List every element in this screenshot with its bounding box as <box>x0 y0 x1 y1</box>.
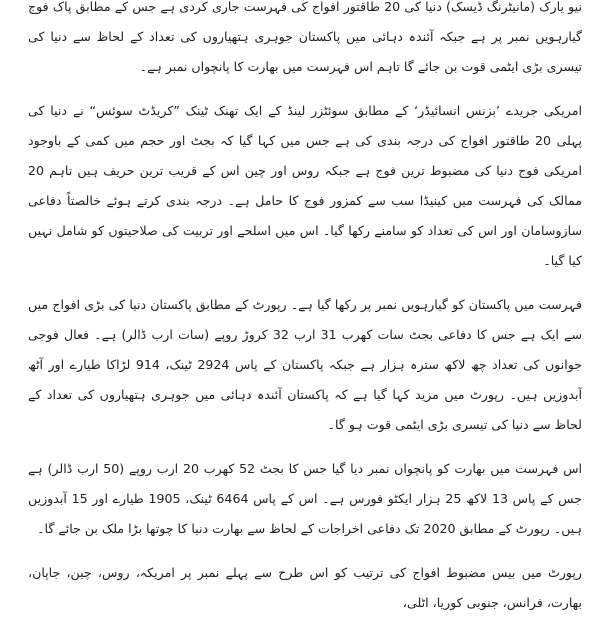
paragraph-ranking-method: امریکی جریدے ’بزنس انسائیڈر‘ کے مطابق سوئٹزر لینڈ کے ایک تھنک ٹینک ”کریڈٹ سوئس“ نے دنیا کی پہلی 20 طاقتور افواج کی درجہ بندی کی ہے جس میں کہا گیا کہ بجٹ اور حجم میں کمی کے باوجود امریکی فوج دنیا کی مضبوط ترین فوج ہے جبکہ روس اور چین اس کے قریب ترین حریف ہیں تاہم 20 ممالک کی فہرست میں کینیڈا سب سے کمزور فوج کا حامل ہے۔ درجہ بندی کرتے ہوئے خالصتاً دفاعی سازوسامان اور اس کی تعداد کو سامنے رکھا گیا۔ اس میں اسلحے اور تربیت کی صلاحیتوں کو شامل نہیں کیا گیا۔ <box>28 103 582 268</box>
paragraph-ranking-order: رپورٹ میں بیس مضبوط افواج کی ترتیب کو اس طرح سے پہلے نمبر پر امریکہ، روس، چین، جاپان، بھارت، فرانس، جنوبی کوریا، اٹلی، <box>28 565 582 610</box>
paragraph-intro: نیو یارک (مانیٹرنگ ڈیسک) دنیا کی 20 طاقتور افواج کی فہرست جاری کردی ہے جس کے مطابق پاک فوج گیارہویں نمبر پر ہے جبکہ آئندہ دہائی میں پاکستان جوہری ہتھیاروں کی تعداد کے لحاظ سے دنیا کی تیسری بڑی ایٹمی قوت بن جائے گا تاہم اس فہرست میں بھارت کا پانچواں نمبر ہے۔ <box>28 0 582 74</box>
article-body <box>28 0 582 618</box>
paragraph-pakistan: فہرست میں پاکستان کو گیارہویں نمبر پر رکھا گیا ہے۔ رپورٹ کے مطابق پاکستان دنیا کی بڑی افواج میں سے ایک ہے جس کا دفاعی بجٹ سات کھرب 31 ارب 32 کروڑ روپے (سات ارب ڈالر) ہے۔ فعال فوجی جوانوں کی تعداد چھ لاکھ سترہ ہزار ہے جبکہ پاکستان کے پاس 2924 ٹینک، 914 لڑاکا طیارے اور آٹھ آبدوزیں ہیں۔ رپورٹ میں مزید کہا گیا ہے کہ پاکستان آئندہ دہائی میں جوہری ہتھیاروں کی تعداد کے لحاظ سے دنیا کی تیسری بڑی ایٹمی قوت ہو گا۔ <box>28 297 582 432</box>
paragraph-india: اس فہرست میں بھارت کو پانچواں نمبر دیا گیا جس کا بجٹ 52 کھرب 20 ارب روپے (50 ارب ڈالر) ہے جس کے پاس 13 لاکھ 25 ہزار ایکٹو فورس ہے۔ اس کے پاس 6464 ٹینک، 1905 طیارے اور 15 آبدوزیں ہیں۔ رپورٹ کے مطابق 2020 تک دفاعی اخراجات کے لحاظ سے بھارت دنیا کا چوتھا بڑا ملک بن جائے گا۔ <box>28 461 583 536</box>
